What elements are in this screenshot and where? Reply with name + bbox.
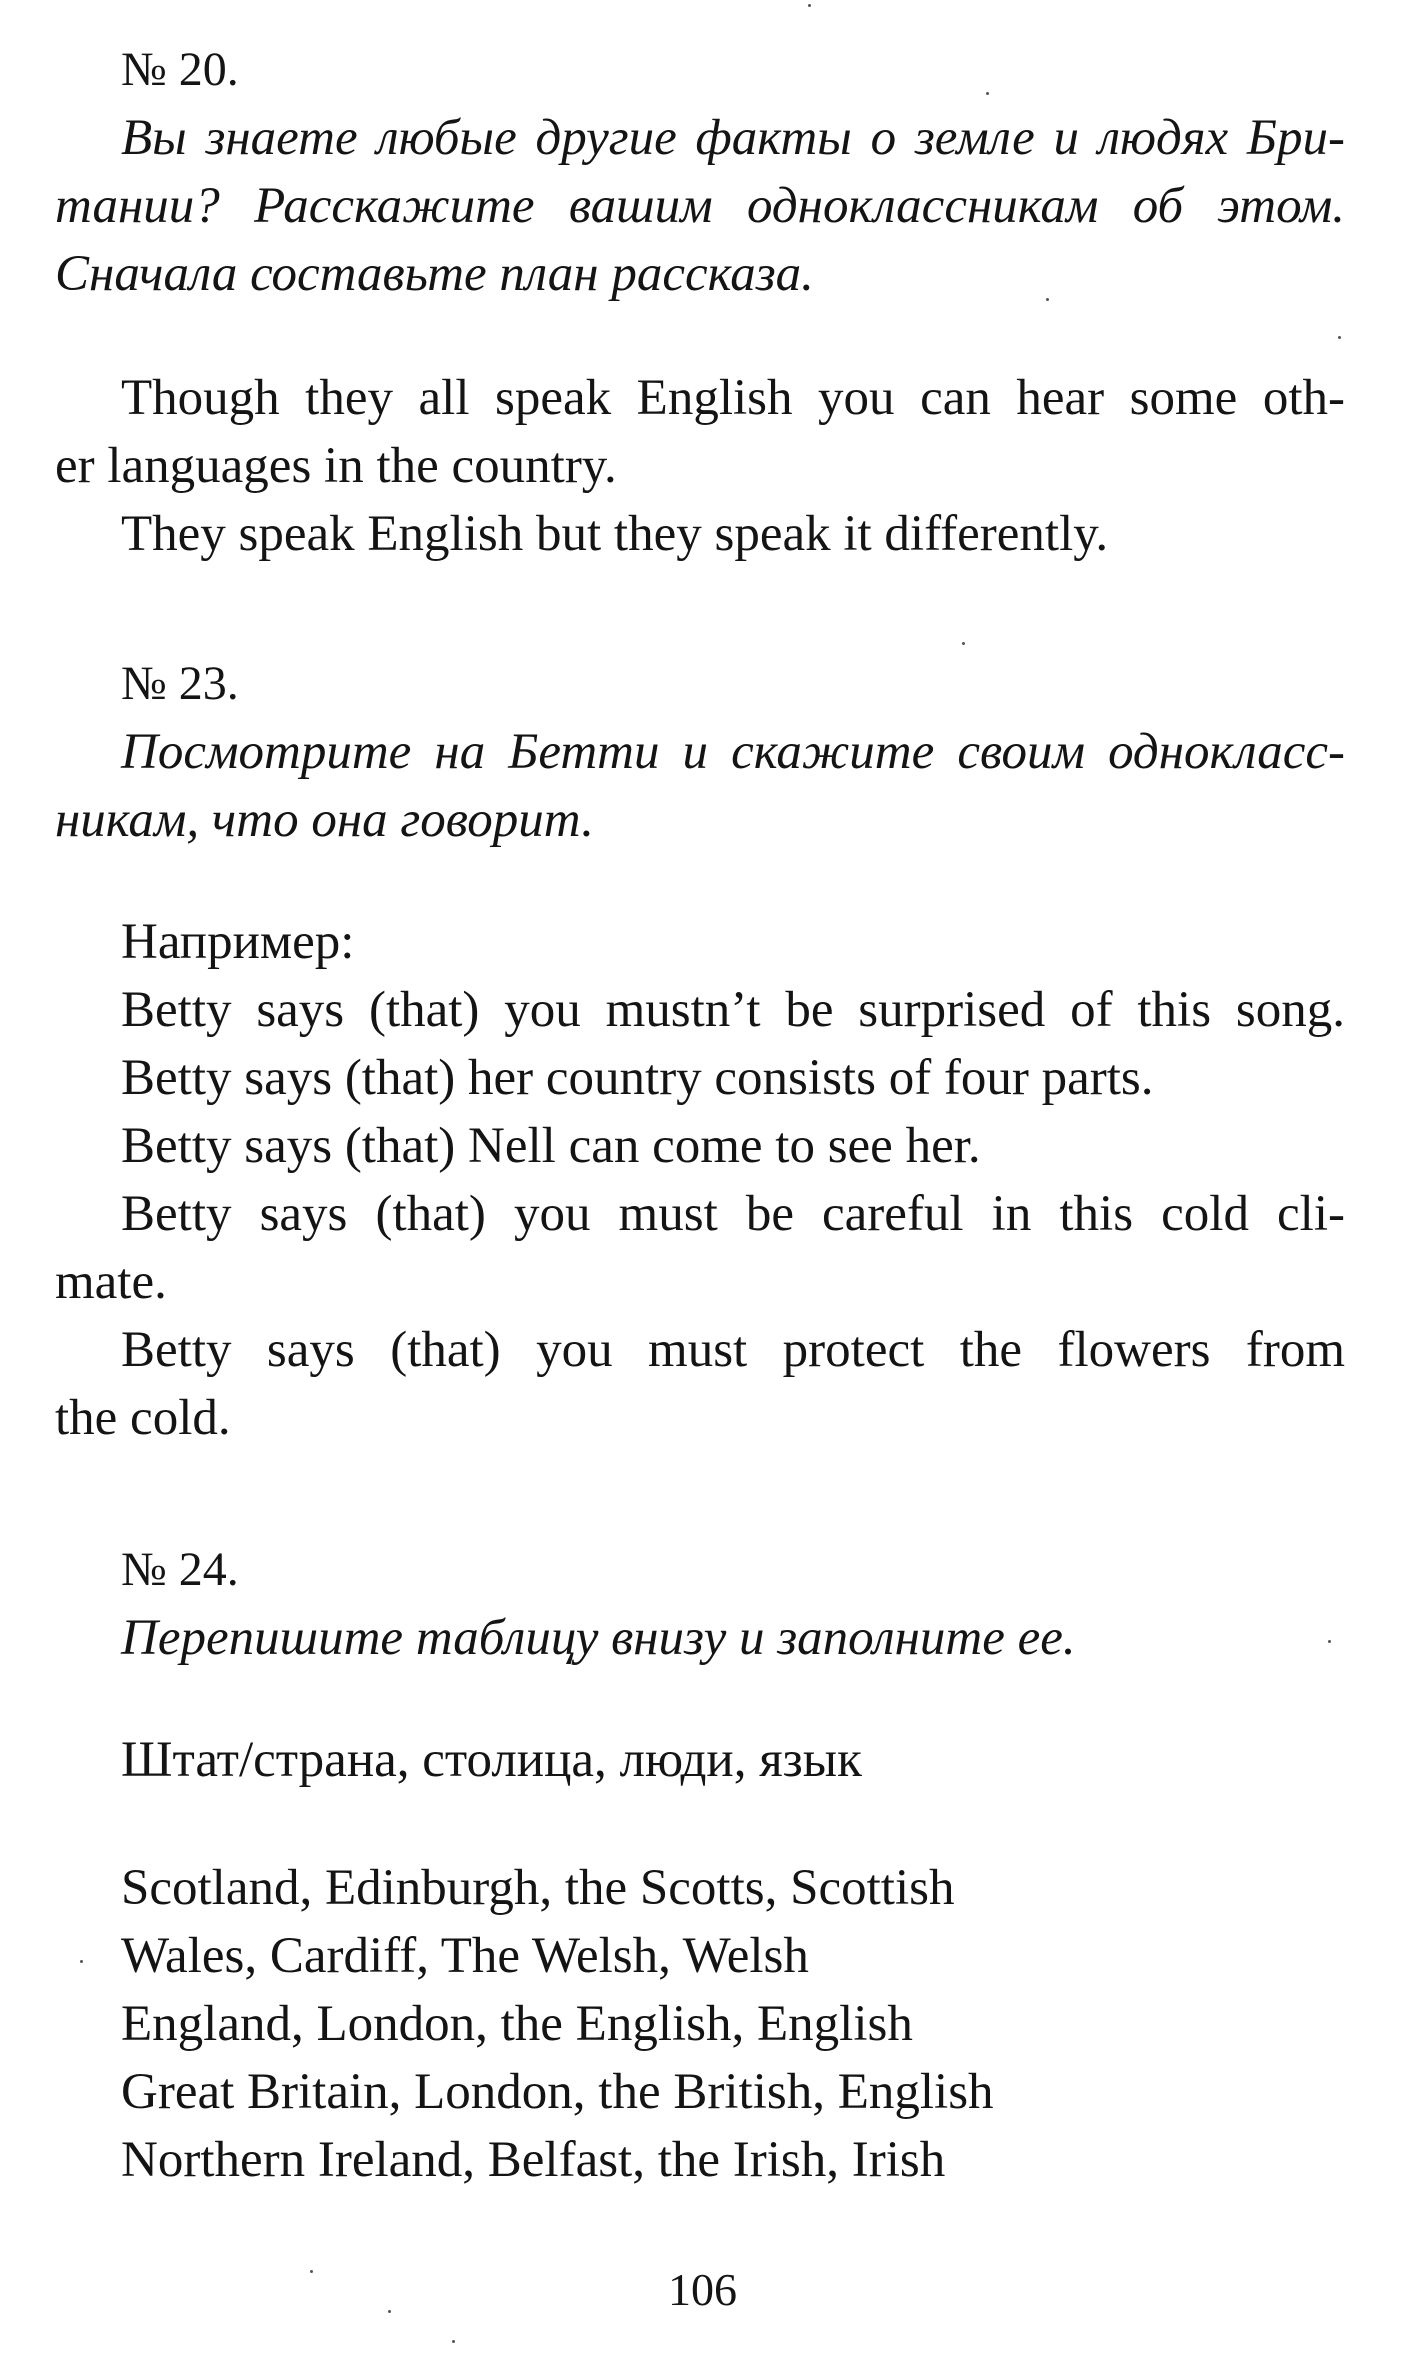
exercise-23-answer-line-6: Betty says (that) you must protect the flowers from [121,1322,1345,1378]
exercise-23-example-label: Например: [121,914,355,970]
scan-speck [80,1960,83,1963]
exercise-20-task-line-1: Вы знаете любые другие факты о земле и людях Бри- [121,110,1345,166]
exercise-20-answer-line-1: Though they all speak English you can hear some oth- [121,370,1345,426]
exercise-20-answer-line-3: They speak English but they speak it differently. [121,506,1109,562]
scan-speck [808,4,811,7]
scan-speck [1328,1640,1331,1643]
exercise-23-task-line-2: никам, что она говорит. [55,792,594,848]
exercise-20-task-line-3: Сначала составьте план рассказа. [55,246,814,302]
scan-speck [452,2340,455,2343]
exercise-24-row-5: Northern Ireland, Belfast, the Irish, Irish [121,2132,946,2188]
exercise-23-number: № 23. [121,657,239,710]
exercise-23-task-line-1: Посмотрите на Бетти и скажите своим однокласс- [121,724,1345,780]
exercise-23-answer-line-4: Betty says (that) you must be careful in this cold cli- [121,1186,1345,1242]
scan-speck [1046,298,1049,301]
exercise-24-row-2: Wales, Cardiff, The Welsh, Welsh [121,1928,809,1984]
scan-speck [310,2270,313,2273]
exercise-24-row-1: Scotland, Edinburgh, the Scotts, Scottish [121,1860,955,1916]
exercise-23-answer-line-1: Betty says (that) you mustn’t be surprised of this song. [121,982,1345,1038]
exercise-20-task-line-2: тании? Расскажите вашим одноклассникам об этом. [55,178,1345,234]
exercise-24-number: № 24. [121,1543,239,1596]
exercise-20-answer-line-2: er languages in the country. [55,438,617,494]
scan-speck [986,92,989,95]
scan-speck [388,2310,391,2313]
exercise-24-table-header: Штат/страна, столица, люди, язык [121,1732,862,1788]
scan-speck [1338,336,1341,339]
scan-speck [962,642,965,645]
exercise-24-task: Перепишите таблицу внизу и заполните ее. [121,1610,1076,1666]
exercise-23-answer-line-3: Betty says (that) Nell can come to see her. [121,1118,981,1174]
exercise-24-row-4: Great Britain, London, the British, English [121,2064,994,2120]
exercise-23-answer-line-5: mate. [55,1254,167,1310]
page-number: 106 [668,2264,737,2315]
exercise-23-answer-line-2: Betty says (that) her country consists of four parts. [121,1050,1154,1106]
exercise-20-number: № 20. [121,43,239,96]
exercise-24-row-3: England, London, the English, English [121,1996,913,2052]
exercise-23-answer-line-7: the cold. [55,1390,231,1446]
